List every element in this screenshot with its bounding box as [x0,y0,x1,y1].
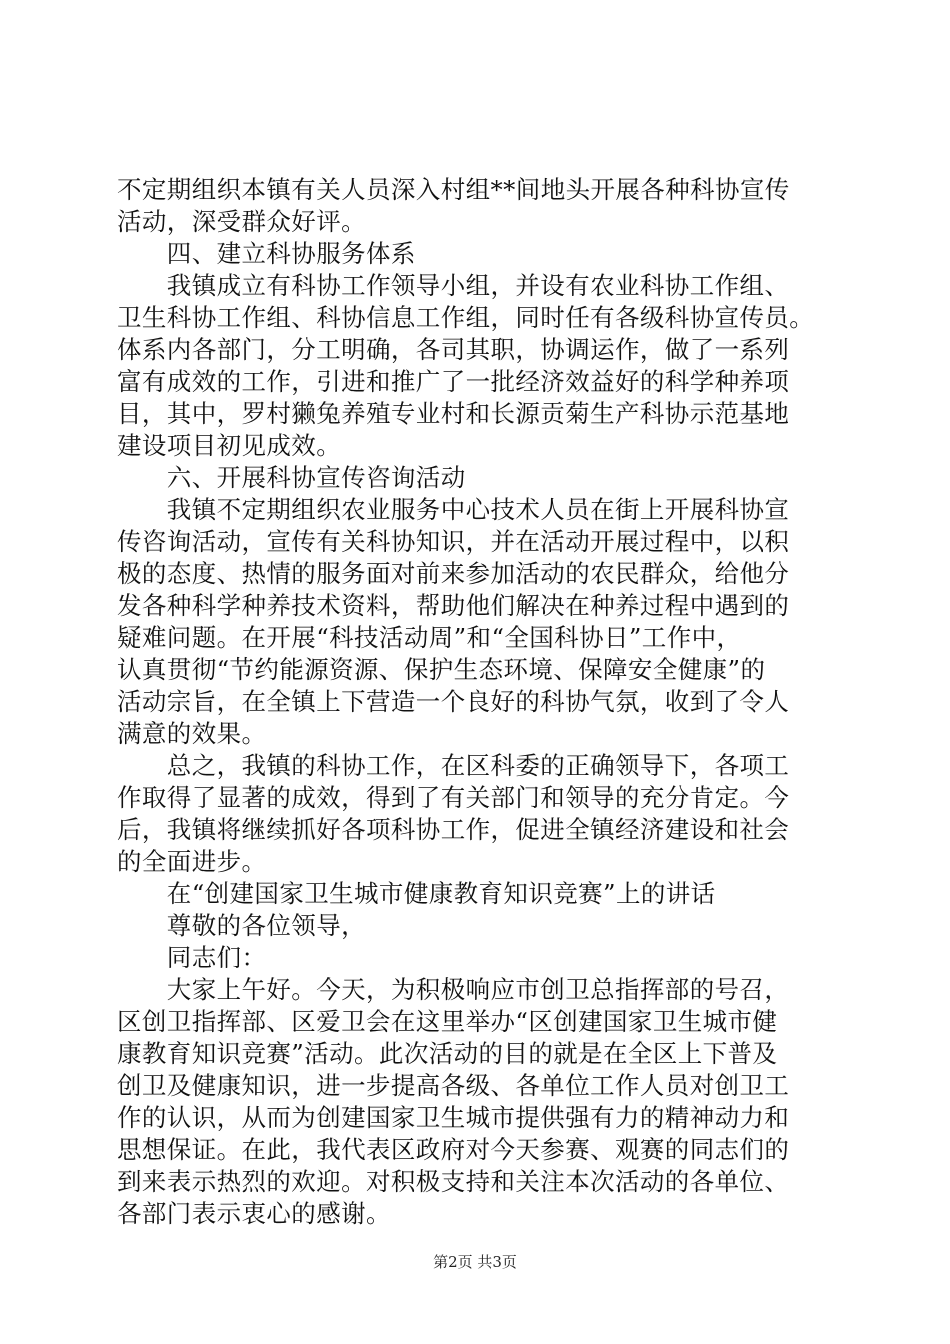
text-line: 同志们： [117,943,267,972]
text-line: 的全面进步。 [117,847,267,876]
text-line: 在“创建国家卫生城市健康教育知识竞赛”上的讲话 [117,879,716,908]
text-line: 目，其中，罗村獭兔养殖专业村和长源贡菊生产科协示范基地 [117,399,790,428]
text-line: 尊敬的各位领导， [117,911,366,940]
text-line: 四、建立科协服务体系 [117,239,416,268]
text-line: 卫生科协工作组、科协信息工作组，同时任有各级科协宣传员。 [117,303,815,332]
text-line: 我镇不定期组织农业服务中心技术人员在街上开展科协宣 [117,495,790,524]
text-line: 思想保证。在此，我代表区政府对今天参赛、观赛的同志们的 [117,1135,790,1164]
text-line: 富有成效的工作，引进和推广了一批经济效益好的科学种养项 [117,367,790,396]
text-line: 作取得了显著的成效，得到了有关部门和领导的充分肯定。今 [117,783,790,812]
text-line: 活动，深受群众好评。 [117,207,366,236]
text-line: 建设项目初见成效。 [117,431,342,460]
text-line: 体系内各部门，分工明确，各司其职，协调运作，做了一系列 [117,335,790,364]
text-line: 不定期组织本镇有关人员深入村组**间地头开展各种科协宣传 [117,175,790,204]
text-line: 区创卫指挥部、区爱卫会在这里举办“区创建国家卫生城市健 [117,1007,778,1036]
text-line: 大家上午好。今天，为积极响应市创卫总指挥部的号召， [117,975,790,1004]
text-line: 康教育知识竞赛”活动。此次活动的目的就是在全区上下普及 [117,1039,778,1068]
text-line: 到来表示热烈的欢迎。对积极支持和关注本次活动的各单位、 [117,1167,790,1196]
text-line: 各部门表示衷心的感谢。 [117,1199,391,1228]
text-line: 作的认识，从而为创建国家卫生城市提供强有力的精神动力和 [117,1103,790,1132]
document-body [117,174,857,1230]
text-line: 疑难问题。在开展“科技活动周”和“全国科协日”工作中， [117,623,742,652]
text-line: 创卫及健康知识，进一步提高各级、各单位工作人员对创卫工 [117,1071,790,1100]
text-line: 满意的效果。 [117,719,267,748]
text-line: 后，我镇将继续抓好各项科协工作，促进全镇经济建设和社会 [117,815,790,844]
text-line: 活动宗旨，在全镇上下营造一个良好的科协气氛，收到了令人 [117,687,790,716]
page-footer: 第2页 共3页 [433,1253,517,1271]
text-line: 总之，我镇的科协工作，在区科委的正确领导下，各项工 [117,751,790,780]
text-line: 发各种科学种养技术资料，帮助他们解决在种养过程中遇到的 [117,591,790,620]
text-line: 我镇成立有科协工作领导小组，并设有农业科协工作组、 [117,271,790,300]
text-line: 认真贯彻“节约能源资源、保护生态环境、保障安全健康”的 [117,655,766,684]
text-line: 六、开展科协宣传咨询活动 [117,463,466,492]
text-line: 极的态度、热情的服务面对前来参加活动的农民群众，给他分 [117,559,790,588]
text-line: 传咨询活动，宣传有关科协知识，并在活动开展过程中，以积 [117,527,790,556]
